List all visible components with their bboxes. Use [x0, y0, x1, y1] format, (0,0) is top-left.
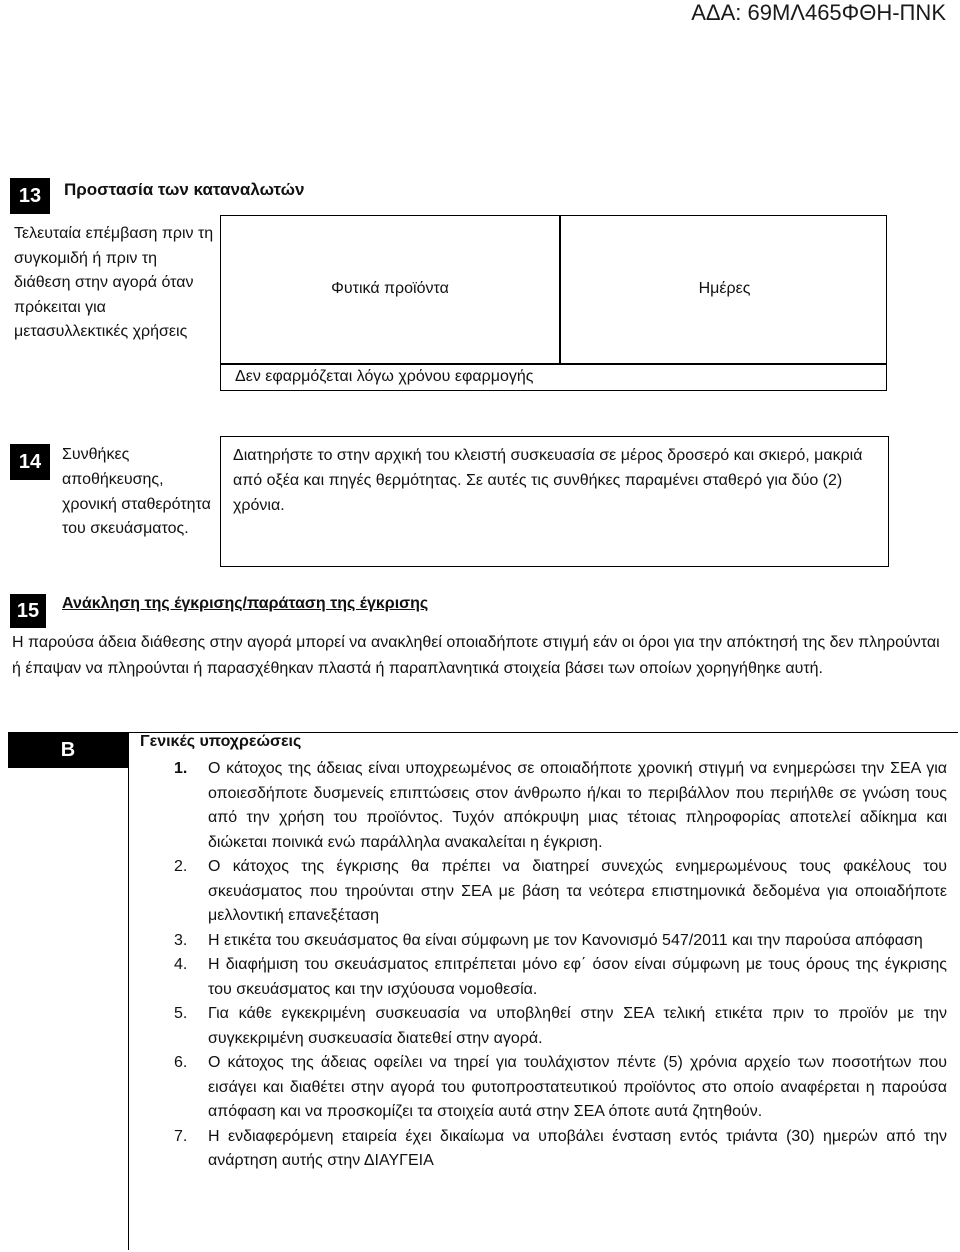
section-14-title: Συνθήκες αποθήκευσης, χρονική σταθερότητα του σκευάσματος.: [62, 446, 211, 538]
section-13-subtitle: Τελευταία επέμβαση πριν τη συγκομιδή ή πριν τη διάθεση στην αγορά όταν πρόκειται για μετασυλλεκτικές χρήσεις: [14, 225, 214, 341]
section-13-number: 13: [10, 178, 50, 214]
list-item: 1. Ο κάτοχος της άδειας είναι υποχρεωμένος σε οποιαδήποτε χρονική στιγμή να ενημερώσει την ΣΕΑ για οποιεσδήποτε δυσμενείς επιπτώσεις στον άνθρωπο ή/και το περιβάλλον που περιήλθε σε γνώση τους από την χρήση του προϊόντος. Τυχόν απόκρυψη μιας τέτοιας πληροφορίας αποτελεί αδίκημα και διώκεται ποινικά ενώ παράλληλα ανακαλείται η έγκριση.: [174, 760, 947, 851]
section-14-number: 14: [10, 444, 50, 480]
ada-code: ΑΔΑ: 69ΜΛ465ΦΘΗ-ΠΝΚ: [691, 0, 946, 25]
list-item: 7. Η ενδιαφερόμενη εταιρεία έχει δικαίωμα να υποβάλει ένσταση εντός τριάντα (30) ημερών από την ανάρτηση αυτής στην ΔΙΑΥΓΕΙΑ: [174, 1127, 947, 1169]
table-header-products: Φυτικά προϊόντα: [331, 280, 449, 297]
table-divider-horizontal: [221, 363, 886, 365]
section-15-number: 15: [10, 594, 46, 628]
section-15-text: Η παρούσα άδεια διάθεσης στην αγορά μπορεί να ανακληθεί οποιαδήποτε στιγμή εάν οι όροι για την απόκτησή της δεν πληρούνται ή έπαψαν να πληρούνται ή παρασχέθηκαν πλαστά ή παραπλανητικά στοιχεία βάσει των οποίων χορηγήθηκε αυτή.: [12, 634, 940, 677]
list-item: 3. Η ετικέτα του σκευάσματος θα είναι σύμφωνη με τον Κανονισμό 547/2011 και την παρούσα απόφαση: [174, 931, 923, 949]
section-14-text: Διατηρήστε το στην αρχική του κλειστή συσκευασία σε μέρος δροσερό και σκιερό, μακριά από οξέα και πηγές θερμότητας. Σε αυτές τις συνθήκες παραμένει σταθερό για δύο (2) χρόνια.: [233, 447, 863, 514]
list-item: 5. Για κάθε εγκεκριμένη συσκευασία να υποβληθεί στην ΣΕΑ τελική ετικέτα πριν το προϊόν με την συγκεκριμένη συσκευασία διατεθεί στην αγορά.: [174, 1005, 947, 1047]
obligations-list: [170, 757, 947, 1174]
section-b-title: Γενικές υποχρεώσεις: [140, 733, 302, 750]
list-item: 2. Ο κάτοχος της έγκρισης θα πρέπει να διατηρεί συνεχώς ενημερωμένους τους φακέλους του σκευάσματος που τηρούνται στην ΣΕΑ με βάση τα νεότερα επιστημονικά δεδομένα για οποιαδήποτε μελλοντική επανεξέταση: [174, 858, 947, 924]
list-item: 4. Η διαφήμιση του σκευάσματος επιτρέπεται μόνο εφ΄ όσον είναι σύμφωνη με τους όρους της έγκρισης του σκευάσματος και την ισχύουσα νομοθεσία.: [174, 956, 947, 998]
table-note: Δεν εφαρμόζεται λόγω χρόνου εφαρμογής: [235, 368, 534, 385]
section-15-title: Ανάκληση της έγκρισης/παράταση της έγκρισης: [62, 595, 429, 612]
section-13-title: Προστασία των καταναλωτών: [64, 180, 305, 199]
table-header-days: Ημέρες: [698, 280, 751, 297]
section-b-letter: Β: [8, 732, 128, 768]
section-14-box: [220, 436, 889, 567]
section-13-table: [220, 215, 887, 391]
list-item: 6. Ο κάτοχος της άδειας οφείλει να τηρεί για τουλάχιστον πέντε (5) χρόνια αρχείο των ποσοτήτων που εισάγει και διαθέτει στην αγορά του φυτοπροστατευτικού προϊόντος στο οποίο αναφέρεται η παρούσα απόφαση και να προσκομίζει τα στοιχεία αυτά στην ΣΕΑ όποτε αυτά ζητηθούν.: [174, 1054, 947, 1120]
